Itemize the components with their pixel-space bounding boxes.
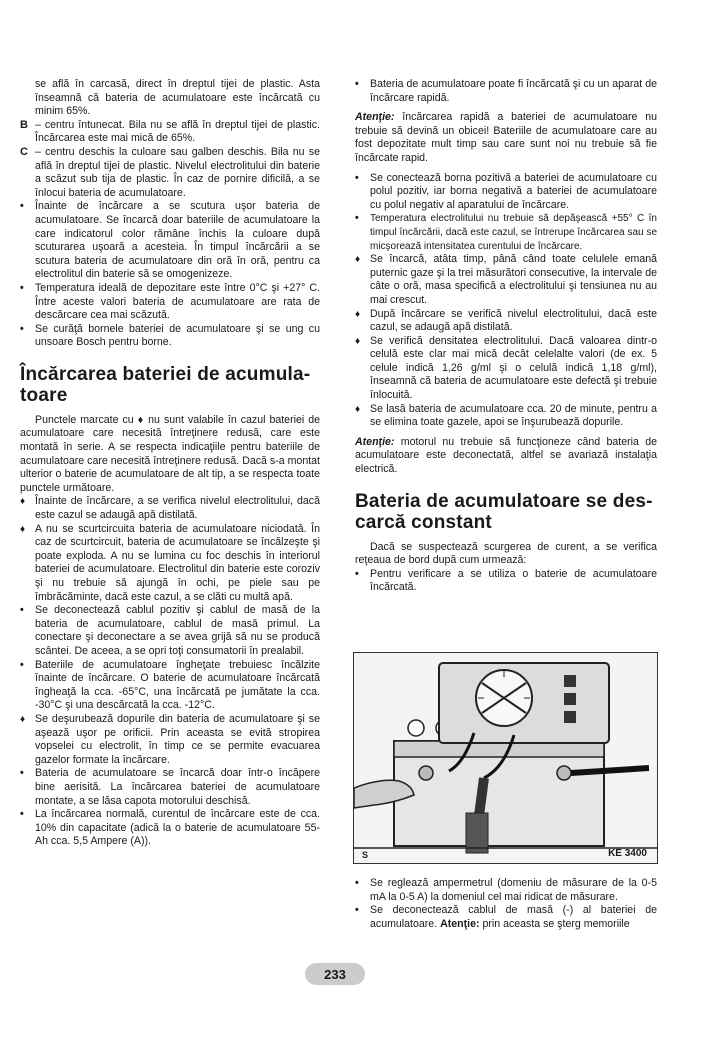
list-text: Temperatura electrolitului nu trebuie să depăşească +55° C în timpul încărcării, dacă este cazul, se întrerupe încărcarea sau se micşorează intensitatea curentului de încărcare. (370, 213, 657, 252)
heading-line: Bateria de acumulatoare se des- (355, 490, 653, 512)
note-text: încărcarea rapidă a bateriei de acumulatoare nu trebuie să devină un obicei! Bateriile de acumulatoare care au fost depozitate mult timp sau care sunt noi nu trebuie să fie încărcate rapid. (355, 111, 657, 164)
list-item (355, 78, 657, 105)
right-column (355, 78, 657, 595)
diamond-icon: ♦ (20, 713, 26, 725)
bullet-icon: • (355, 877, 359, 889)
list-text: După încărcare se verifică nivelul electrolitului, dacă este cazul, se adaugă apă distilată. (370, 307, 657, 334)
list-text: Se deşurubează dopurile din bateria de acumulatoare şi se aşează uşor pe orificii. Prin aceasta se evită stropirea vopselei cu electrolit, în timp ce se permite evacuarea gazelor formate la încărcare. (35, 712, 320, 766)
list-item (20, 200, 320, 282)
list-text: La încărcarea normală, curentul de încărcare este de cca. 10% din capacitate (adică la o baterie de acumulatoare 55-Ah cca. 5,5 Ampere (A)). (35, 808, 320, 848)
list-item (20, 808, 320, 849)
list-item (20, 767, 320, 808)
note-text: motorul nu trebuie să funcţioneze când bateria de acumulatoare este deconectată, altfel se avariază instalaţia electrică. (355, 435, 657, 476)
heading-line: carcă constant (355, 511, 492, 533)
list-text: Bateriile de acumulatoare îngheţate trebuiesc încălzite înainte de încărcare. O baterie de acumulatoare încărcată îngheaţă la cca. -65°C, una încărcată pe jumătate la cca. -30°C şi una descărcată la cca. -12°C. (35, 658, 320, 712)
bullet-icon: • (20, 604, 24, 617)
list-text: Se deconectează cablul de masă (-) al bateriei de acumulatoare. (370, 904, 657, 930)
indicator-list (20, 119, 320, 201)
diamond-icon: ♦ (20, 496, 26, 508)
diamond-icon: ♦ (355, 403, 361, 415)
ammeter-illustration (353, 652, 658, 864)
heading-line: toare (20, 384, 68, 406)
list-text: prin aceasta se şterg memoriile (479, 917, 630, 930)
right-column-bottom (355, 877, 657, 931)
list-text: Se lasă bateria de acumulatoare cca. 20 de minute, pentru a se elimina toate gazele, apoi se înşurubează dopurile. (370, 402, 657, 429)
bullet-icon: • (355, 78, 359, 90)
list-text: A nu se scurtcircuita bateria de acumulatoare niciodată. În caz de scurtcircuit, bateria de acumulatoare se încălzeşte şi poate exploda. A nu se lumina cu foc deschis în interiorul bateriei de acumulatoare. Electrolitul din baterie este coroziv şi nu trebuie să ajungă în ochi, pe piele sau pe îmbrăcăminte, dacă este cazul, a se clăti cu multă apă. (35, 522, 320, 603)
list-text: – centru deschis la culoare sau galben deschis. Bila nu se află în dreptul tijei de plastic. Nivelul electrolitului din baterie a scăzut sub tija de plastic. În caz de pornire dificilă, a se înlocui bateria de acumulatoare. (35, 145, 320, 199)
list-text: Bateria de acumulatoare poate fi încărcată şi cu un aparat de încărcare rapidă. (370, 78, 657, 104)
list-text: Bateria de acumulatoare se încarcă doar într-o încăpere bine aerisită. La încărcarea bateriei de acumulatoare montate, a se lăsa capota motorului deschisă. (35, 767, 320, 807)
list-text: Înainte de încărcare, a se verifica nivelul electrolitului, dacă este cazul se adaugă apă distilată. (35, 495, 320, 522)
heading-line: Încărcarea bateriei de acumula- (20, 363, 311, 385)
bullet-icon: • (20, 808, 24, 821)
list-marker: B (20, 118, 28, 131)
left-column (20, 78, 320, 849)
list-item (20, 495, 320, 522)
list-item (355, 308, 657, 335)
diamond-icon: ♦ (355, 335, 361, 347)
section-heading-discharge (355, 491, 657, 533)
figure-code: KE 3400 (608, 848, 647, 859)
list-marker: C (20, 145, 28, 158)
section-heading-charging (20, 364, 320, 406)
note-label: Atenţie: (355, 111, 395, 124)
list-text: Se încarcă, atâta timp, până când toate celulele emană puternic gaze şi la trei măsurători consecutive, la intervale de câte o oră, masa specifică a electrolitului şi tensiunea nu au mai crescut. (370, 253, 657, 306)
warning-label: Atenţie: (440, 917, 480, 930)
diamond-icon: ♦ (355, 254, 361, 266)
battery-ammeter-drawing (354, 653, 657, 863)
list-text: Se deconectează cablul pozitiv şi cablul de masă de la bateria de acumulatoare, cablul de masă primul. La conectare şi deconectare a se avea grijă să nu se producă scântei. De aceea, a se opri toţi consumatorii în prealabil. (35, 604, 320, 657)
note-label: Atenţie: (355, 435, 395, 448)
discharge-intro: Dacă se suspectează scurgerea de curent, a se verifica reţeaua de bord după cum urmează: (355, 540, 657, 567)
svg-text:S: S (362, 850, 369, 860)
bullet-icon: • (355, 212, 359, 225)
list-text: Se curăţă bornele bateriei de acumulatoare şi se ung cu unsoare Bosch pentru borne. (35, 322, 320, 349)
list-text: Pentru verificare a se utiliza o baterie de acumulatoare încărcată. (370, 567, 657, 594)
bullet-icon: • (355, 904, 359, 917)
bullet-icon: • (355, 171, 359, 184)
list-item (355, 904, 657, 931)
list-item (355, 877, 657, 904)
note-engine (355, 436, 657, 477)
list-item (355, 403, 657, 430)
list-text: Se conectează borna pozitivă a bateriei de acumulatoare cu polul pozitiv, iar borna negativă a bateriei de acumulatoare cu polul negativ al aparatului de încărcare. (370, 171, 657, 211)
list-item (355, 253, 657, 307)
terminal-plus (557, 766, 571, 780)
bullet-icon: • (20, 322, 24, 335)
intro-continuation: se află în carcasă, direct în dreptul tijei de plastic. Asta înseamnă că bateria de acumulatoare este încărcată cu minim 65%. (35, 78, 320, 118)
list-item (20, 282, 320, 323)
list-item (355, 172, 657, 213)
list-text: – centru întunecat. Bila nu se află în dreptul tijei de plastic. Încărcarea este mai mică de 65%. (35, 118, 320, 145)
list-text: Înainte de încărcare a se scutura uşor bateria de acumulatoare. Se încarcă doar bateriile de acumulatoare la care indicatorul color rămâne închis la culoare după scuturarea uşoară a acesteia. În timpul încărcării a se scutura bateria de acumulatoare din oră în oră, pentru ca electrolitul din baterie să se omogenizeze. (35, 200, 320, 281)
note-fast-charge (355, 111, 657, 165)
list-item (20, 659, 320, 713)
diamond-icon: ♦ (20, 523, 26, 535)
bullet-icon: • (20, 658, 24, 671)
list-item (20, 323, 320, 350)
list-item (355, 568, 657, 595)
list-text: Se reglează ampermetrul (domeniu de măsurare de la 0-5 mA la 0-5 A) la domeniul cel mai ridicat de măsurare. (370, 877, 657, 903)
diamond-icon: ♦ (355, 308, 361, 320)
page-number: 233 (305, 963, 365, 985)
indicator-c (20, 146, 320, 200)
list-item (20, 604, 320, 658)
list-item (20, 713, 320, 767)
list-item (355, 335, 657, 403)
list-item (355, 212, 657, 253)
list-text: Temperatura ideală de depozitare este între 0°C şi +27° C. Între aceste valori bateria de acumulatoare are rata de descărcare cea mai scăzută. (35, 281, 320, 322)
bullet-icon: • (20, 767, 24, 780)
list-item (20, 523, 320, 605)
bullet-icon: • (20, 281, 24, 294)
charging-intro: Punctele marcate cu ♦ nu sunt valabile în cazul bateriei de acumulatoare care necesită întreţinere redusă, care este montată în serie. A se respecta indicaţiile pentru bateriile de acumulatoare care necesită întreţinere redusă. Dacă s-a montat ulterior o baterie de acumulatoare de alt tip, a se respecta toate punctele următoare. (20, 413, 320, 494)
bullet-icon: • (355, 567, 359, 580)
list-text: Se verifică densitatea electrolitului. Dacă valoarea dintr-o celulă este clar mai mică decât celelalte valori (de ex. 5 celule indică 1,26 g/ml şi o celulă indică 1,18 g/ml), înseamnă că bateria de acumulatoare este defectă şi trebuie înlocuită. (370, 334, 657, 402)
terminal-minus (419, 766, 433, 780)
bullet-icon: • (20, 200, 24, 213)
indicator-b (20, 119, 320, 146)
